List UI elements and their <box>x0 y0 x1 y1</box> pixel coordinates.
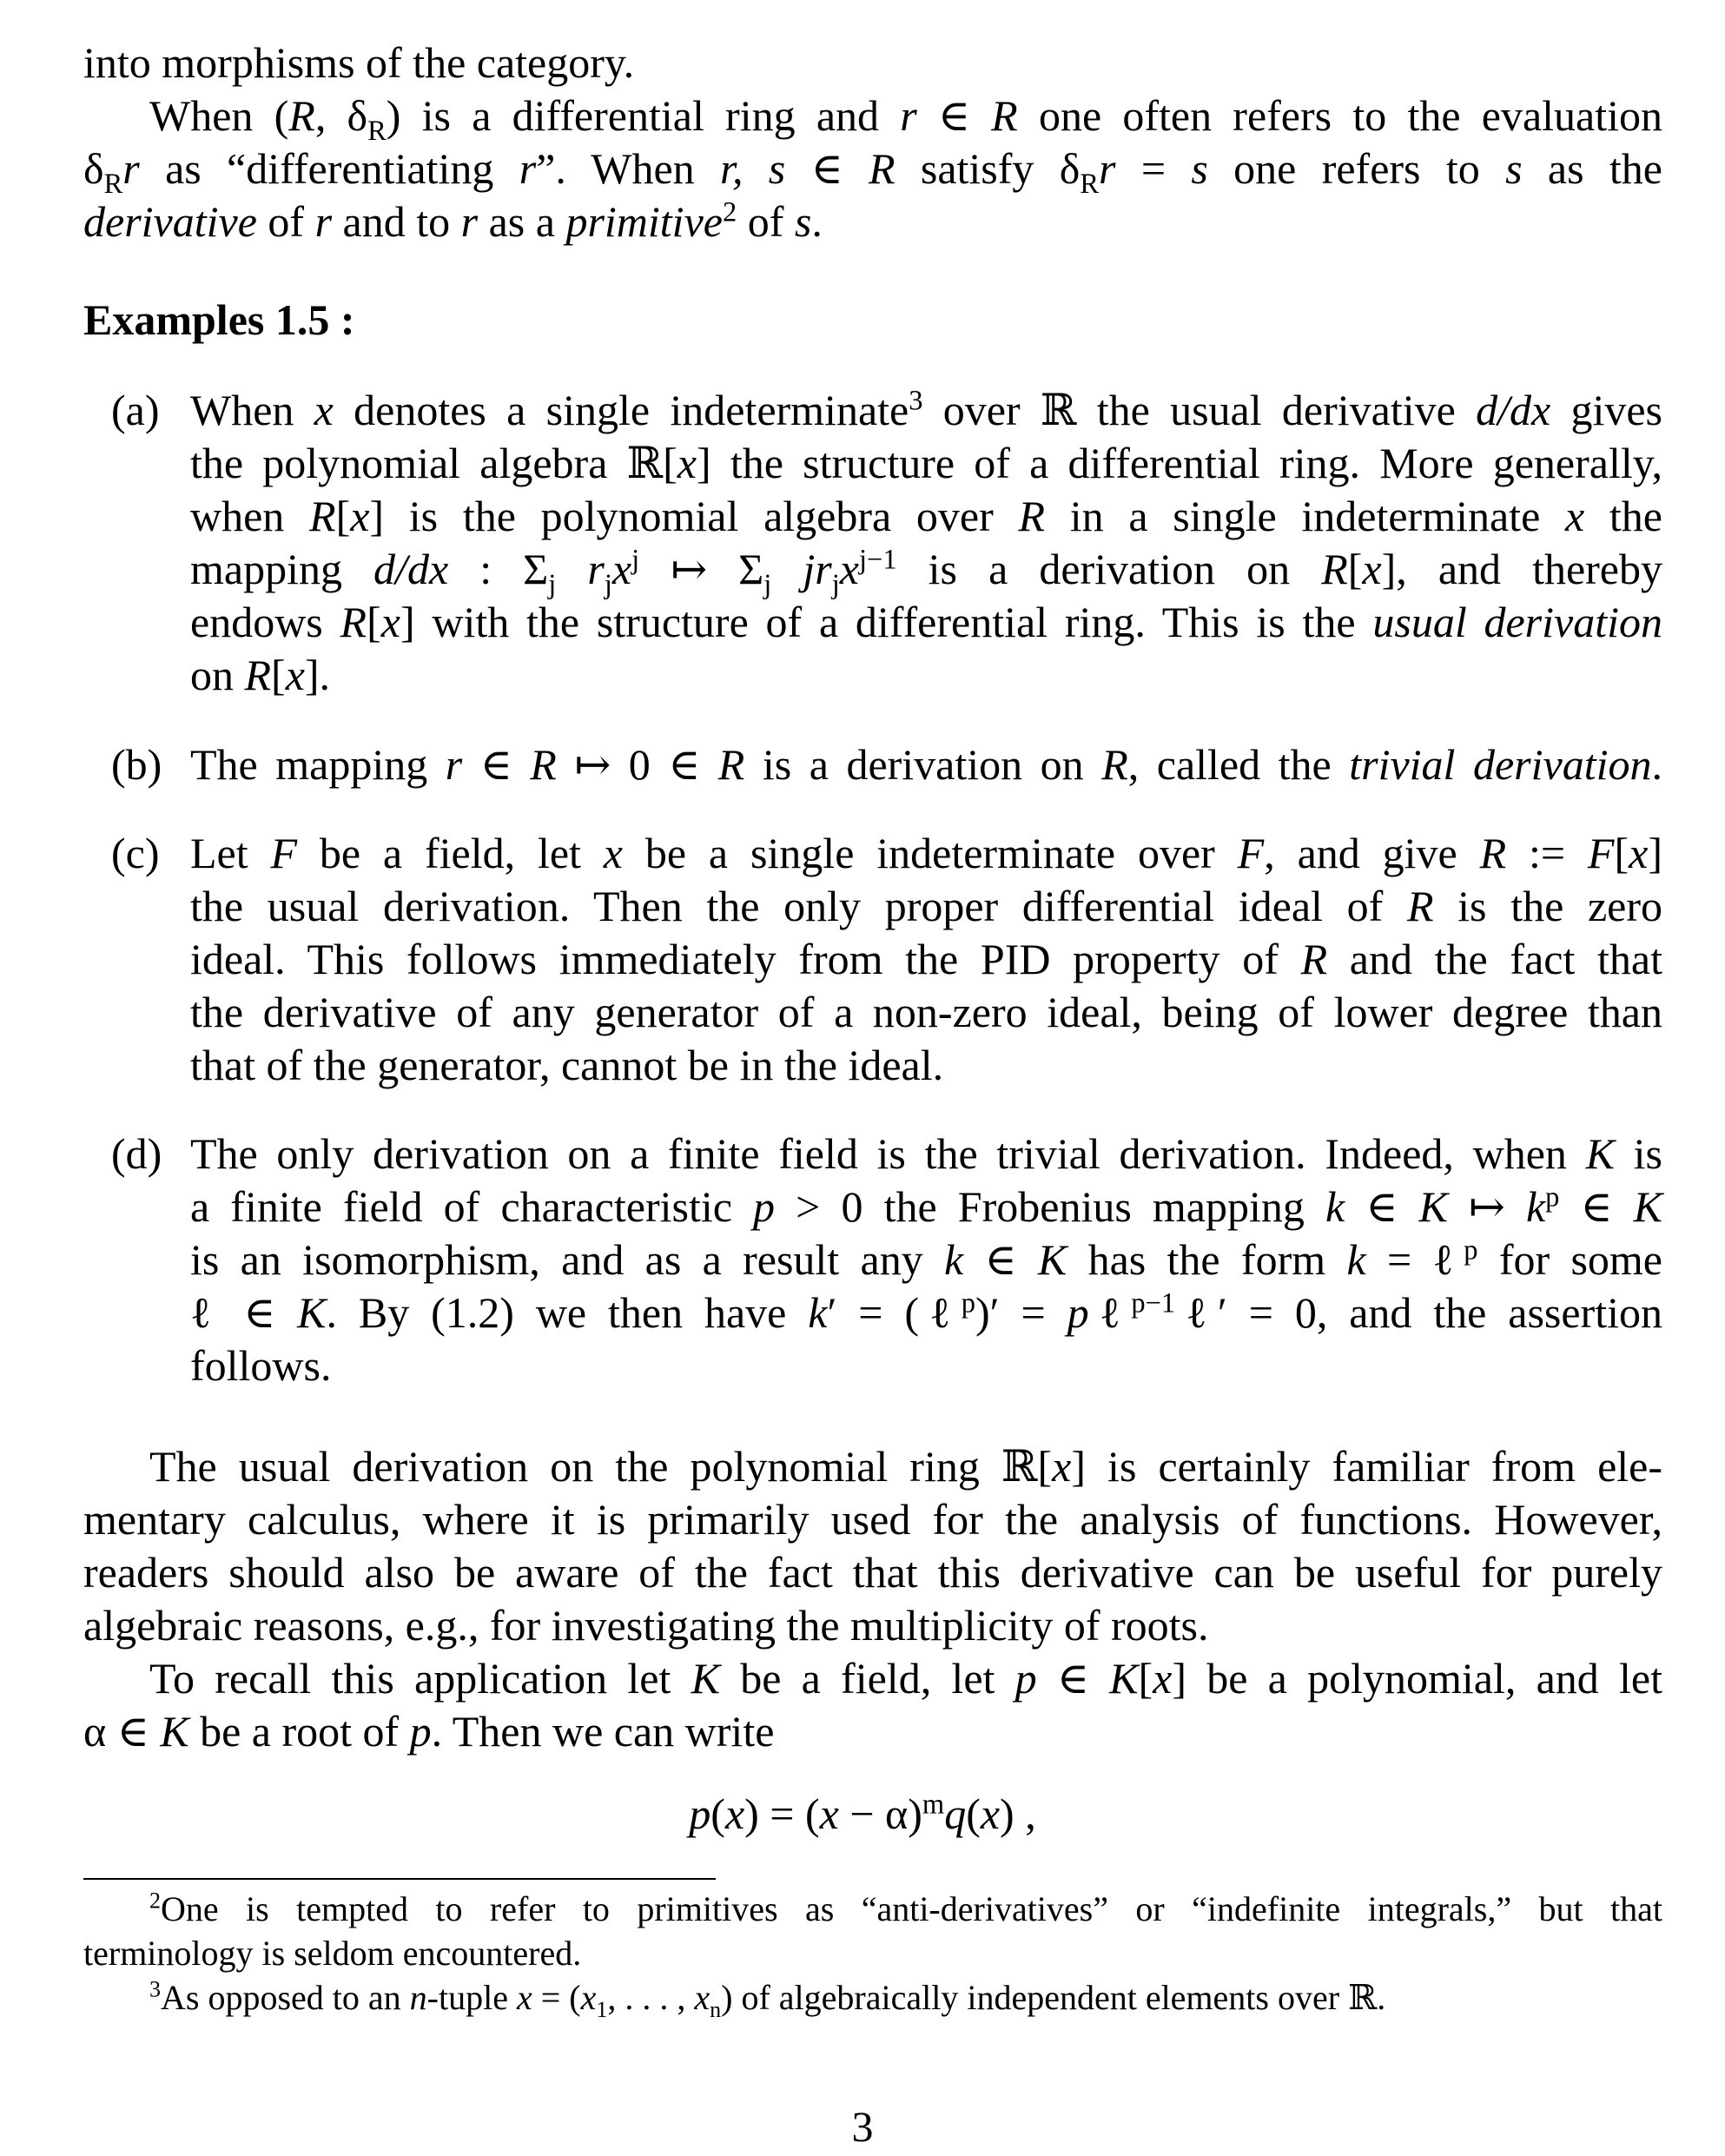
text-line <box>190 437 1662 490</box>
math-italic: usual derivation <box>1372 598 1662 646</box>
text-run: mapping <box>190 545 374 593</box>
math-italic: d/dx <box>373 545 449 593</box>
body-paragraph <box>83 1440 1662 1758</box>
text-run: . Then we can write <box>431 1707 775 1756</box>
math-italic: R <box>1018 492 1046 540</box>
text-run: ideal. This follows immediately from the PID property of <box>190 935 1301 983</box>
math-italic: x <box>314 386 334 434</box>
math-italic: p <box>689 1789 711 1838</box>
math-italic: K <box>297 1288 327 1337</box>
math-italic: r, s <box>720 144 786 193</box>
text-line <box>190 596 1662 649</box>
text-run: As opposed to an <box>161 1978 410 2017</box>
math-italic: x <box>603 829 623 877</box>
math-italic: k <box>1325 1182 1345 1231</box>
text-run: gives <box>1550 386 1662 434</box>
text-run: ↦ <box>1447 1182 1526 1231</box>
text-line <box>83 195 1662 248</box>
math-italic: x <box>350 492 370 540</box>
text-line <box>190 1286 1662 1339</box>
text-line <box>83 1546 1662 1599</box>
text-run: . <box>811 197 823 246</box>
text-line <box>83 1705 1662 1758</box>
math-italic: x <box>611 545 632 593</box>
example-a <box>111 384 1662 702</box>
text-run: and to <box>332 197 461 246</box>
subscript: j <box>604 569 612 600</box>
text-run: : Σ <box>448 545 549 593</box>
math-italic: r <box>900 91 917 140</box>
text-run: one often refers to the evaluation <box>1017 91 1662 140</box>
text-line <box>190 1181 1662 1233</box>
text-line <box>190 1339 1662 1392</box>
text-run: The mapping <box>190 740 446 789</box>
superscript: j <box>631 544 640 576</box>
item-label: (d) <box>111 1129 162 1178</box>
text-run: algebraic reasons, e.g., for investigating the multiplicity of roots. <box>83 1601 1209 1650</box>
math-italic: primitive <box>565 197 723 246</box>
text-run: ↦ Σ <box>639 545 764 593</box>
math-italic: x <box>1564 492 1585 540</box>
superscript: j−1 <box>858 544 897 576</box>
text-run: be a field, let <box>719 1654 1015 1703</box>
text-run: = <box>1115 144 1192 193</box>
text-run: The usual derivation on the polynomial ring ℝ[ <box>149 1442 1053 1491</box>
text-line <box>83 142 1662 200</box>
footnote-rule <box>83 1878 716 1880</box>
text-run: = ( <box>532 1978 581 2017</box>
math-italic: R <box>1300 935 1328 983</box>
text-run <box>771 545 803 593</box>
text-run: , called the <box>1127 740 1350 789</box>
math-italic: k <box>1525 1182 1546 1231</box>
superscript: 2 <box>722 196 737 228</box>
text-run: as “differentiating <box>139 144 519 193</box>
text-run: is a derivation on <box>896 545 1322 593</box>
item-body <box>190 827 1662 1092</box>
text-run <box>556 545 587 593</box>
math-italic: R <box>1479 829 1507 877</box>
math-italic: R <box>1406 882 1434 930</box>
subscript: R <box>1080 169 1099 200</box>
item-body <box>190 738 1662 791</box>
text-run: [ <box>1347 545 1363 593</box>
math-italic: d/dx <box>1476 386 1551 434</box>
math-italic: R <box>868 144 896 193</box>
text-run: ∈ <box>462 740 531 789</box>
text-run: the derivative of any generator of a non-zero ideal, being of lower degree than <box>190 988 1662 1036</box>
math-italic: R <box>244 651 272 699</box>
text-run: Let <box>190 829 271 877</box>
text-run: be a root of <box>188 1707 410 1756</box>
text-run: ] be a polynomial, and let <box>1172 1654 1662 1703</box>
text-run: The only derivation on a finite field is the trivial derivation. Indeed, when <box>190 1129 1586 1178</box>
text-run: To recall this application let <box>149 1654 691 1703</box>
text-run: is an isomorphism, and as a result any <box>190 1235 945 1284</box>
superscript: p−1 <box>1131 1287 1176 1319</box>
math-italic: R <box>1101 740 1128 789</box>
math-italic: K <box>160 1707 189 1756</box>
text-run: be a field, let <box>297 829 604 877</box>
text-run: be a single indeterminate over <box>623 829 1238 877</box>
subscript: 1 <box>596 1997 608 2022</box>
math-italic: x <box>1362 545 1382 593</box>
example-c <box>111 827 1662 1092</box>
text-run: ℓ′ = 0, and the assertion <box>1175 1288 1662 1337</box>
text-run: ], and thereby <box>1381 545 1663 593</box>
math-italic: R <box>288 91 315 140</box>
text-run: -tuple <box>426 1978 517 2017</box>
text-run: is a derivation on <box>744 740 1102 789</box>
math-italic: R <box>1321 545 1348 593</box>
text-run: , and give <box>1264 829 1480 877</box>
text-run: One is tempted to refer to primitives as “anti-derivatives” or “indefinite integrals,” but that <box>161 1889 1662 1928</box>
display-equation <box>0 1788 1725 1841</box>
text-line <box>190 986 1662 1039</box>
text-run: ℓ <box>1088 1288 1132 1337</box>
text-run: When <box>190 386 314 434</box>
math-italic: s <box>1505 144 1523 193</box>
math-italic: r <box>314 197 333 246</box>
math-italic: K <box>1585 1129 1615 1178</box>
text-run: ] the structure of a differential ring. More generally, <box>697 439 1662 487</box>
text-run: in a single indeterminate <box>1045 492 1565 540</box>
subscript: R <box>103 169 123 200</box>
math-italic: r <box>519 144 537 193</box>
math-italic: K <box>1418 1182 1448 1231</box>
text-run: when <box>190 492 310 540</box>
item-body <box>190 1128 1662 1392</box>
text-run: ( <box>710 1789 725 1838</box>
text-run: of <box>256 197 315 246</box>
math-italic: r <box>1099 144 1116 193</box>
text-run: ] with the structure of a differential ring. This is the <box>400 598 1373 646</box>
math-italic: p <box>1067 1288 1089 1337</box>
superscript: 2 <box>149 1888 161 1914</box>
math-italic: F <box>270 829 298 877</box>
text-run: as a <box>478 197 566 246</box>
subscript: j <box>763 569 772 600</box>
text-run: ] is certainly familiar from ele- <box>1071 1442 1662 1491</box>
text-line <box>190 649 1662 702</box>
math-italic: R <box>991 91 1018 140</box>
text-run: ( <box>966 1789 981 1838</box>
math-italic: r <box>587 545 605 593</box>
superscript: m <box>922 1789 945 1821</box>
text-run: ] is the polynomial algebra over <box>369 492 1019 540</box>
text-run: a finite field of characteristic <box>190 1182 754 1231</box>
text-line <box>83 1440 1662 1493</box>
math-italic: F <box>1587 829 1615 877</box>
text-run: ∈ <box>1345 1182 1419 1231</box>
math-italic: jr <box>803 545 832 593</box>
math-italic: x <box>980 1789 1001 1838</box>
text-run: [ <box>271 651 286 699</box>
text-run: . By (1.2) we then have <box>326 1288 809 1337</box>
text-run: is the zero <box>1433 882 1662 930</box>
text-run: endows <box>190 598 340 646</box>
subscript: j <box>831 569 840 600</box>
text-run: . <box>1651 740 1662 789</box>
math-italic: F <box>1237 829 1265 877</box>
text-run: [ <box>1138 1654 1153 1703</box>
math-italic: k <box>944 1235 964 1284</box>
text-run: When ( <box>149 91 289 140</box>
text-run: satisfy δ <box>895 144 1081 193</box>
example-b <box>111 738 1662 791</box>
math-italic: n <box>409 1978 427 2017</box>
text-run: the usual derivation. Then the only proper differential ideal of <box>190 882 1407 930</box>
text-run: ∈ <box>1036 1654 1110 1703</box>
text-line <box>83 1599 1662 1652</box>
math-italic: x <box>380 598 400 646</box>
text-line <box>83 1931 1662 1975</box>
text-line <box>190 1128 1662 1181</box>
text-run: on <box>190 651 245 699</box>
math-italic: K <box>1109 1654 1139 1703</box>
text-run: ) = ( <box>744 1789 820 1838</box>
text-run: ∈ <box>916 91 992 140</box>
math-italic: x <box>1153 1654 1173 1703</box>
math-italic: s <box>1191 144 1208 193</box>
math-italic: R <box>530 740 557 789</box>
intro-paragraph <box>83 36 1662 248</box>
subscript: n <box>710 1997 722 2022</box>
text-run: of <box>737 197 795 246</box>
math-italic: derivative <box>83 197 257 246</box>
text-run: one refers to <box>1207 144 1506 193</box>
text-run: ] <box>1648 829 1662 877</box>
superscript: p <box>1464 1234 1478 1266</box>
math-italic: r <box>460 197 479 246</box>
text-run: ∈ <box>963 1235 1038 1284</box>
text-run: := <box>1506 829 1588 877</box>
superscript: 3 <box>149 1976 161 2002</box>
math-italic: x <box>285 651 305 699</box>
text-line <box>83 89 1662 147</box>
text-line <box>190 1039 1662 1092</box>
math-italic: k <box>1346 1235 1366 1284</box>
subscript: R <box>367 116 387 147</box>
math-italic: K <box>1633 1182 1662 1231</box>
text-line <box>83 1975 1662 2020</box>
math-italic: K <box>1037 1235 1067 1284</box>
text-run: ]. <box>304 651 331 699</box>
text-line <box>83 36 1662 89</box>
text-run: ) is a differential ring and <box>386 91 901 140</box>
math-italic: x <box>819 1789 839 1838</box>
math-italic: r <box>445 740 463 789</box>
text-line <box>190 1233 1662 1286</box>
text-line <box>83 1652 1662 1705</box>
text-line <box>190 827 1662 880</box>
math-italic: x <box>839 545 859 593</box>
text-run: ∈ <box>1559 1182 1634 1231</box>
math-italic: p <box>409 1707 432 1756</box>
text-line <box>190 880 1662 933</box>
text-line <box>190 543 1663 600</box>
text-run: over ℝ the usual derivative <box>922 386 1477 434</box>
math-italic: x <box>516 1978 532 2017</box>
item-label: (b) <box>111 740 162 789</box>
text-run: = ℓ <box>1365 1235 1464 1284</box>
text-run: the polynomial algebra ℝ[ <box>190 439 677 487</box>
text-run: ′ = (ℓ <box>827 1288 962 1337</box>
math-italic: s <box>794 197 812 246</box>
text-run: is <box>1614 1129 1662 1178</box>
text-line <box>83 1493 1662 1546</box>
text-run: denotes a single indeterminate <box>333 386 909 434</box>
text-run: [ <box>335 492 351 540</box>
text-line <box>190 933 1662 986</box>
text-run: that of the generator, cannot be in the ideal. <box>190 1041 944 1089</box>
text-run: ) , <box>1000 1789 1036 1838</box>
text-run: into morphisms of the category. <box>83 38 635 87</box>
math-italic: trivial derivation <box>1349 740 1652 789</box>
text-run: [ <box>1614 829 1629 877</box>
math-italic: x <box>677 439 697 487</box>
text-run: ) of algebraically independent elements over ℝ. <box>721 1978 1386 2017</box>
footnotes <box>83 1887 1662 2020</box>
text-run: readers should also be aware of the fact that this derivative can be useful for purely <box>83 1548 1662 1597</box>
math-italic: p <box>753 1182 776 1231</box>
text-run: α ∈ <box>83 1707 161 1756</box>
text-run: ↦ 0 ∈ <box>556 740 718 789</box>
text-line <box>190 490 1662 543</box>
math-italic: q <box>944 1789 967 1838</box>
text-run: follows. <box>190 1341 332 1390</box>
text-run: − α) <box>838 1789 922 1838</box>
item-body <box>190 384 1662 702</box>
superscript: 3 <box>909 385 923 417</box>
text-run: , δ <box>314 91 368 140</box>
math-italic: r <box>122 144 140 193</box>
page-number: 3 <box>851 2102 874 2151</box>
math-italic: x <box>1052 1442 1072 1491</box>
superscript: p <box>1545 1181 1560 1214</box>
text-run: > 0 the Frobenius mapping <box>775 1182 1325 1231</box>
math-italic: R <box>309 492 336 540</box>
text-run: for some <box>1477 1235 1662 1284</box>
math-italic: x <box>1629 829 1649 877</box>
math-italic: k <box>808 1288 828 1337</box>
text-run: ℓ ∈ <box>190 1288 298 1337</box>
example-d <box>111 1128 1662 1392</box>
text-run: the <box>1584 492 1662 540</box>
text-line <box>190 384 1662 437</box>
superscript: p <box>961 1287 976 1319</box>
math-italic: x <box>580 1978 597 2017</box>
math-italic: x <box>694 1978 710 2017</box>
text-run: ∈ <box>785 144 869 193</box>
text-run: terminology is seldom encountered. <box>83 1934 582 1973</box>
text-run: [ <box>367 598 381 646</box>
text-run: mentary calculus, where it is primarily used for the analysis of functions. However, <box>83 1495 1662 1544</box>
text-run: , . . . , <box>607 1978 695 2017</box>
math-italic: K <box>691 1654 720 1703</box>
text-run: and the fact that <box>1327 935 1662 983</box>
math-italic: R <box>340 598 367 646</box>
math-italic: R <box>717 740 745 789</box>
text-run: δ <box>83 144 104 193</box>
examples-heading: Examples 1.5 : <box>83 295 355 344</box>
math-italic: p <box>1015 1654 1037 1703</box>
item-label: (c) <box>111 829 160 877</box>
text-run: ”. When <box>536 144 721 193</box>
text-line <box>190 738 1662 791</box>
math-italic: x <box>724 1789 745 1838</box>
text-line <box>83 1887 1662 1931</box>
subscript: j <box>548 569 557 600</box>
item-label: (a) <box>111 386 160 434</box>
text-run: has the form <box>1067 1235 1347 1284</box>
text-run: )′ = <box>975 1288 1067 1337</box>
text-run: as the <box>1522 144 1662 193</box>
